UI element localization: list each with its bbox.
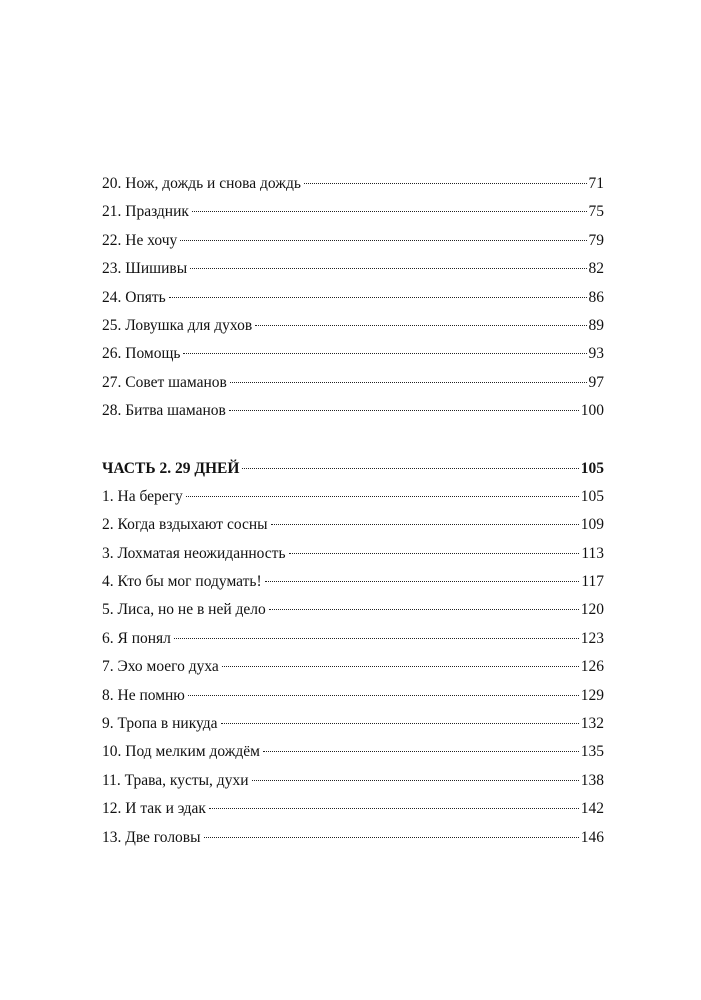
toc-entry[interactable]: [102, 767, 604, 795]
toc-entry-page: 129: [580, 686, 604, 704]
toc-entry-page: 113: [581, 544, 604, 562]
toc-entry-title: 7. Эхо моего духа: [102, 658, 219, 676]
part2-section: [102, 455, 604, 483]
toc-entry-title: 5. Лиса, но не в ней дело: [102, 601, 266, 619]
toc-entry-page: 100: [580, 402, 604, 420]
toc-entry[interactable]: [102, 738, 604, 766]
dot-leader: [263, 751, 579, 752]
part-heading-page: 105: [580, 459, 604, 477]
toc-entry-title: 24. Опять: [102, 288, 166, 306]
dot-leader: [255, 325, 586, 326]
toc-entry-page: 97: [588, 373, 604, 391]
dot-leader: [222, 666, 579, 667]
toc-entry-page: 132: [580, 715, 604, 733]
toc-entry-page: 71: [588, 175, 604, 192]
toc-entry-page: 89: [588, 316, 604, 334]
dot-leader: [221, 723, 579, 724]
toc-entry-title: 20. Нож, дождь и снова дождь: [102, 175, 301, 192]
toc-entry[interactable]: [102, 540, 604, 568]
toc-entry-page: 117: [581, 573, 604, 591]
dot-leader: [242, 468, 578, 469]
toc-entry-title: 2. Когда вздыхают сосны: [102, 516, 268, 534]
toc-entry-title: 28. Битва шаманов: [102, 402, 226, 420]
dot-leader: [229, 410, 579, 411]
toc-entry-title: 10. Под мелким дождём: [102, 743, 260, 761]
toc-entry[interactable]: [102, 198, 604, 226]
toc-entry[interactable]: [102, 653, 604, 681]
toc-entry[interactable]: [102, 682, 604, 710]
toc-entry[interactable]: [102, 340, 604, 368]
toc-entry-title: 12. И так и эдак: [102, 800, 206, 818]
toc-entry-title: 6. Я понял: [102, 629, 171, 647]
dot-leader: [190, 268, 586, 269]
toc-entry-title: 23. Шишивы: [102, 260, 188, 278]
dot-leader: [204, 837, 579, 838]
dot-leader: [209, 808, 579, 809]
toc-entry-title: 11. Трава, кусты, духи: [102, 771, 249, 789]
toc-entry[interactable]: [102, 255, 604, 283]
toc-entry-page: 82: [588, 260, 604, 278]
toc-entry[interactable]: [102, 369, 604, 397]
toc-entry-title: 21. Праздник: [102, 203, 189, 221]
dot-leader: [304, 183, 587, 184]
toc-entry-page: 138: [580, 771, 604, 789]
toc-entry-page: 126: [580, 658, 604, 676]
table-of-contents: [102, 170, 604, 852]
toc-entry-page: 120: [580, 601, 604, 619]
toc-entry[interactable]: [102, 511, 604, 539]
part2-chapter-list: [102, 483, 604, 852]
dot-leader: [169, 297, 587, 298]
toc-entry[interactable]: [102, 170, 604, 198]
toc-entry-title: 27. Совет шаманов: [102, 373, 227, 391]
toc-entry-page: 75: [588, 203, 604, 221]
toc-entry[interactable]: [102, 227, 604, 255]
part-heading[interactable]: [102, 455, 604, 483]
toc-entry[interactable]: [102, 312, 604, 340]
dot-leader: [271, 524, 579, 525]
toc-entry-title: 22. Не хочу: [102, 231, 178, 249]
part-heading-title: ЧАСТЬ 2. 29 ДНЕЙ: [102, 459, 240, 477]
toc-entry[interactable]: [102, 824, 604, 852]
toc-entry-title: 9. Тропа в никуда: [102, 715, 218, 733]
dot-leader: [230, 382, 587, 383]
toc-entry[interactable]: [102, 397, 604, 425]
toc-entry-page: 79: [588, 231, 604, 249]
dot-leader: [269, 609, 579, 610]
toc-entry-title: 8. Не помню: [102, 686, 185, 704]
dot-leader: [289, 553, 580, 554]
toc-entry-page: 135: [580, 743, 604, 761]
toc-entry[interactable]: [102, 625, 604, 653]
toc-entry-title: 26. Помощь: [102, 345, 181, 363]
toc-entry-page: 109: [580, 516, 604, 534]
part1-chapter-list: [102, 170, 604, 426]
dot-leader: [192, 211, 587, 212]
dot-leader: [174, 638, 579, 639]
dot-leader: [265, 581, 580, 582]
toc-entry-title: 4. Кто бы мог подумать!: [102, 573, 262, 591]
toc-entry[interactable]: [102, 284, 604, 312]
toc-entry[interactable]: [102, 568, 604, 596]
toc-entry[interactable]: [102, 710, 604, 738]
toc-entry-title: 1. На берегу: [102, 487, 183, 505]
toc-entry-page: 105: [580, 487, 604, 505]
dot-leader: [252, 780, 579, 781]
toc-entry[interactable]: [102, 483, 604, 511]
toc-entry-page: 93: [588, 345, 604, 363]
toc-entry-title: 25. Ловушка для духов: [102, 316, 253, 334]
dot-leader: [188, 695, 579, 696]
toc-entry-page: 86: [588, 288, 604, 306]
toc-entry-page: 142: [580, 800, 604, 818]
toc-entry[interactable]: [102, 596, 604, 624]
toc-entry-page: 146: [580, 828, 604, 846]
toc-entry-page: 123: [580, 629, 604, 647]
dot-leader: [186, 496, 579, 497]
toc-entry-title: 13. Две головы: [102, 828, 201, 846]
toc-entry-title: 3. Лохматая неожиданность: [102, 544, 286, 562]
toc-entry[interactable]: [102, 795, 604, 823]
dot-leader: [183, 353, 586, 354]
dot-leader: [180, 240, 586, 241]
